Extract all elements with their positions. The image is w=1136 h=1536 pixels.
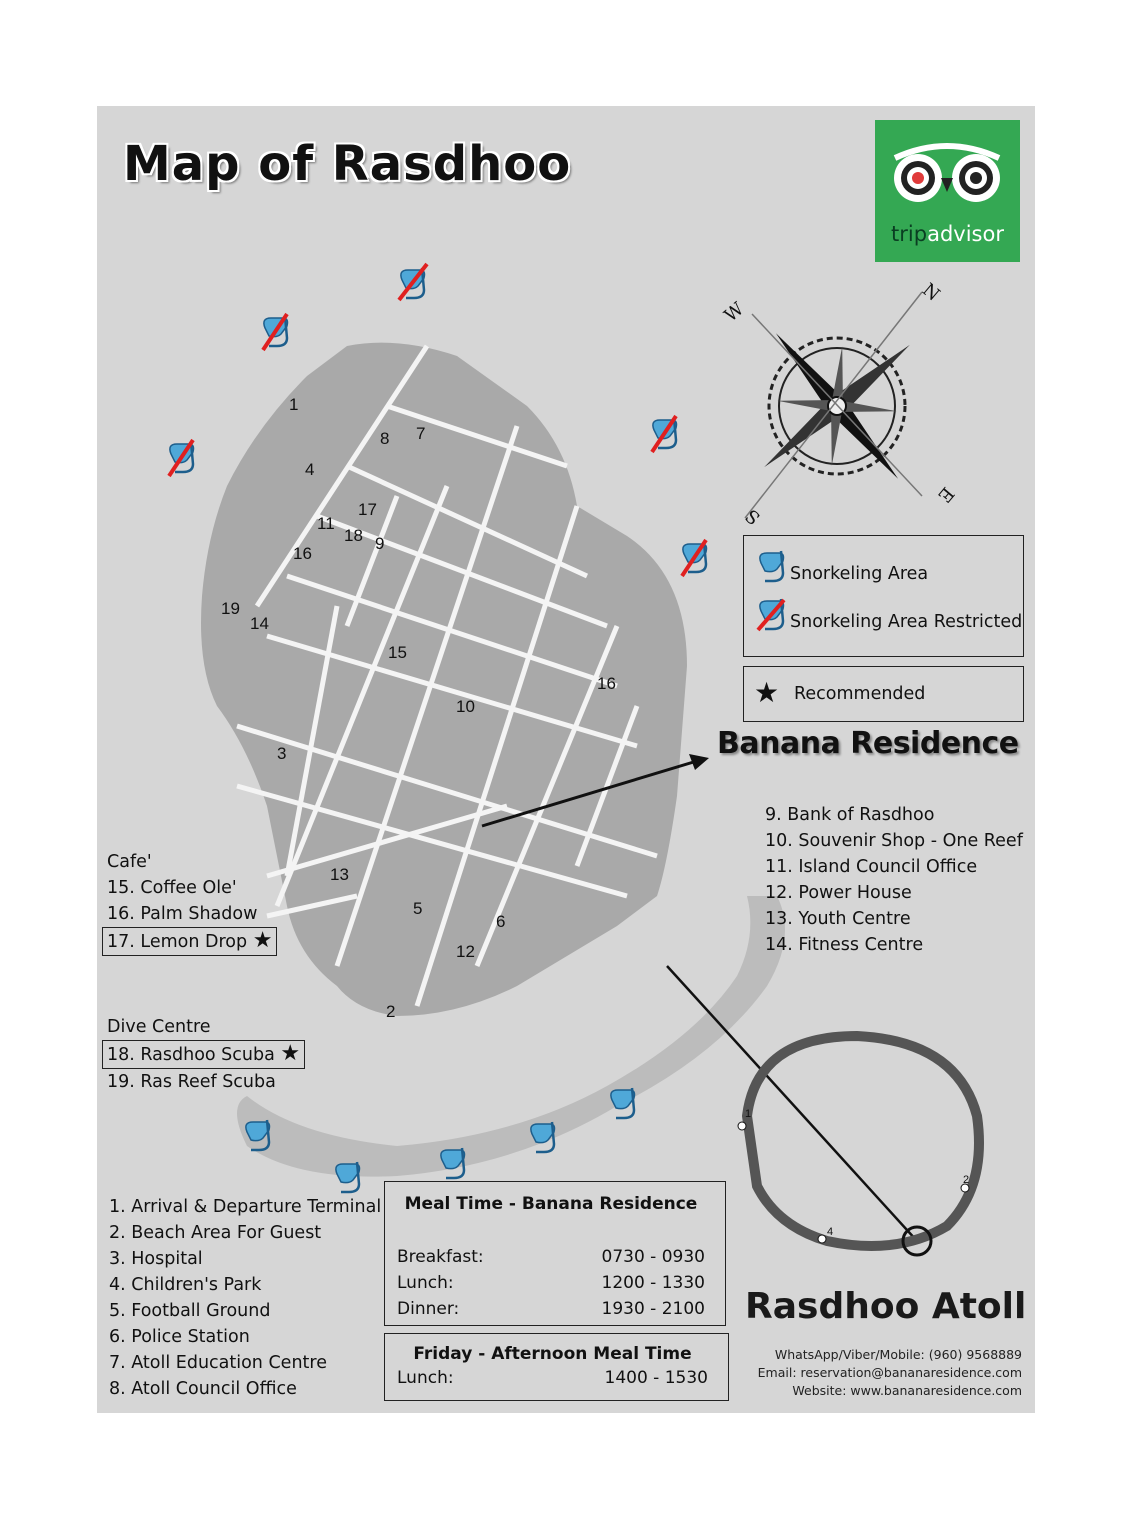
map-label-4: 4 xyxy=(305,460,315,479)
snorkel-restricted-icon xyxy=(652,416,677,452)
map-label-3: 3 xyxy=(277,744,287,763)
legend-recommended-label: Recommended xyxy=(794,684,926,704)
list-item: 9. Bank of Rasdhoo xyxy=(765,805,935,825)
list-item: 15. Coffee Ole' xyxy=(107,878,237,898)
list-item: 6. Police Station xyxy=(109,1327,250,1347)
map-sheet xyxy=(97,106,1035,1413)
map-label-1: 1 xyxy=(289,395,299,414)
legend-restricted-label: Snorkeling Area Restricted xyxy=(790,612,1023,632)
contact-phone: WhatsApp/Viber/Mobile: (960) 9568889 xyxy=(774,1347,1022,1362)
meal-time-heading: Meal Time - Banana Residence xyxy=(404,1194,698,1214)
map-label-13: 13 xyxy=(330,865,349,884)
map-label-6: 6 xyxy=(496,912,506,931)
recommended-cafe: 17. Lemon Drop ★ xyxy=(102,927,277,956)
map-label-16: 16 xyxy=(293,544,312,563)
snorkel-icon xyxy=(611,1088,635,1118)
star-icon: ★ xyxy=(754,677,780,708)
list-item: 4. Children's Park xyxy=(109,1275,262,1295)
meal-row: Dinner: 1930 - 2100 xyxy=(397,1299,705,1319)
list-item: 11. Island Council Office xyxy=(765,857,978,877)
contact-website[interactable]: Website: www.bananaresidence.com xyxy=(792,1383,1022,1398)
atoll-title: Rasdhoo Atoll xyxy=(745,1286,1027,1327)
meal-row: Lunch: 1200 - 1330 xyxy=(397,1273,705,1293)
list-item: 19. Ras Reef Scuba xyxy=(107,1072,276,1092)
snorkel-restricted-icon xyxy=(263,314,288,350)
list-item: 12. Power House xyxy=(765,883,912,903)
map-label-18: 18 xyxy=(344,526,363,545)
tripadvisor-wordmark: tripadvisor xyxy=(891,222,1004,246)
list-item: 8. Atoll Council Office xyxy=(109,1379,297,1399)
meal-time-box xyxy=(384,1181,726,1326)
list-item: 7. Atoll Education Centre xyxy=(109,1353,327,1373)
page-title: Map of Rasdhoo xyxy=(123,136,572,192)
list-item: 1. Arrival & Departure Terminal xyxy=(109,1197,382,1217)
snorkel-restricted-icon xyxy=(754,598,788,632)
friday-heading: Friday - Afternoon Meal Time xyxy=(413,1344,692,1364)
cafe-heading: Cafe' xyxy=(107,852,152,872)
banana-residence-label: Banana Residence xyxy=(717,726,1019,761)
legend-snorkel-label: Snorkeling Area xyxy=(790,564,929,584)
map-label-16: 16 xyxy=(597,674,616,693)
compass-s: S xyxy=(741,504,765,529)
list-item: 16. Palm Shadow xyxy=(107,904,258,924)
list-item: 3. Hospital xyxy=(109,1249,203,1269)
list-item: 13. Youth Centre xyxy=(765,909,911,929)
places-list-left xyxy=(109,1194,381,1402)
snorkel-icon xyxy=(336,1162,360,1192)
map-label-7: 7 xyxy=(416,424,426,443)
recommended-dive: 18. Rasdhoo Scuba ★ xyxy=(102,1040,305,1069)
map-label-12: 12 xyxy=(456,942,475,961)
list-item: 14. Fitness Centre xyxy=(765,935,924,955)
snorkel-icon xyxy=(531,1122,555,1152)
list-item: 10. Souvenir Shop - One Reef xyxy=(765,831,1023,851)
atoll-marker-1: 1 xyxy=(745,1108,752,1120)
dive-list xyxy=(107,1014,305,1095)
list-item: 5. Football Ground xyxy=(109,1301,271,1321)
meal-row: Breakfast: 0730 - 0930 xyxy=(397,1247,705,1267)
star-icon: ★ xyxy=(252,928,273,953)
snorkel-icon xyxy=(754,550,788,584)
contact-email[interactable]: Email: reservation@bananaresidence.com xyxy=(757,1365,1022,1380)
meal-row: Lunch: 1400 - 1530 xyxy=(397,1368,708,1388)
star-icon: ★ xyxy=(280,1041,301,1066)
places-list-right xyxy=(765,802,1023,958)
map-label-15: 15 xyxy=(388,643,407,662)
atoll-marker-4: 4 xyxy=(827,1226,834,1238)
compass-e: E xyxy=(933,482,958,507)
atoll-marker-2: 2 xyxy=(963,1174,970,1186)
map-label-19: 19 xyxy=(221,599,240,618)
map-label-9: 9 xyxy=(375,534,385,553)
friday-meal-box xyxy=(384,1333,729,1401)
atoll-inset-map xyxy=(738,1036,979,1255)
compass-w: W xyxy=(720,298,749,327)
snorkel-restricted-icon xyxy=(399,264,427,300)
legend-recommended xyxy=(743,666,1024,722)
snorkel-restricted-icon xyxy=(682,540,707,576)
map-label-5: 5 xyxy=(413,899,423,918)
snorkel-icon xyxy=(441,1148,465,1178)
cafe-list xyxy=(107,849,277,956)
map-label-11: 11 xyxy=(317,514,335,533)
map-label-2: 2 xyxy=(386,1002,396,1021)
map-label-17: 17 xyxy=(358,500,377,519)
legend-snorkel xyxy=(743,535,1024,657)
list-item: 2. Beach Area For Guest xyxy=(109,1223,322,1243)
snorkel-restricted-icon xyxy=(169,440,194,476)
dive-heading: Dive Centre xyxy=(107,1017,211,1037)
compass-n: N xyxy=(918,279,944,306)
contact-info xyxy=(752,1346,1022,1400)
map-label-10: 10 xyxy=(456,697,475,716)
map-label-8: 8 xyxy=(380,429,390,448)
map-label-14: 14 xyxy=(250,614,269,633)
